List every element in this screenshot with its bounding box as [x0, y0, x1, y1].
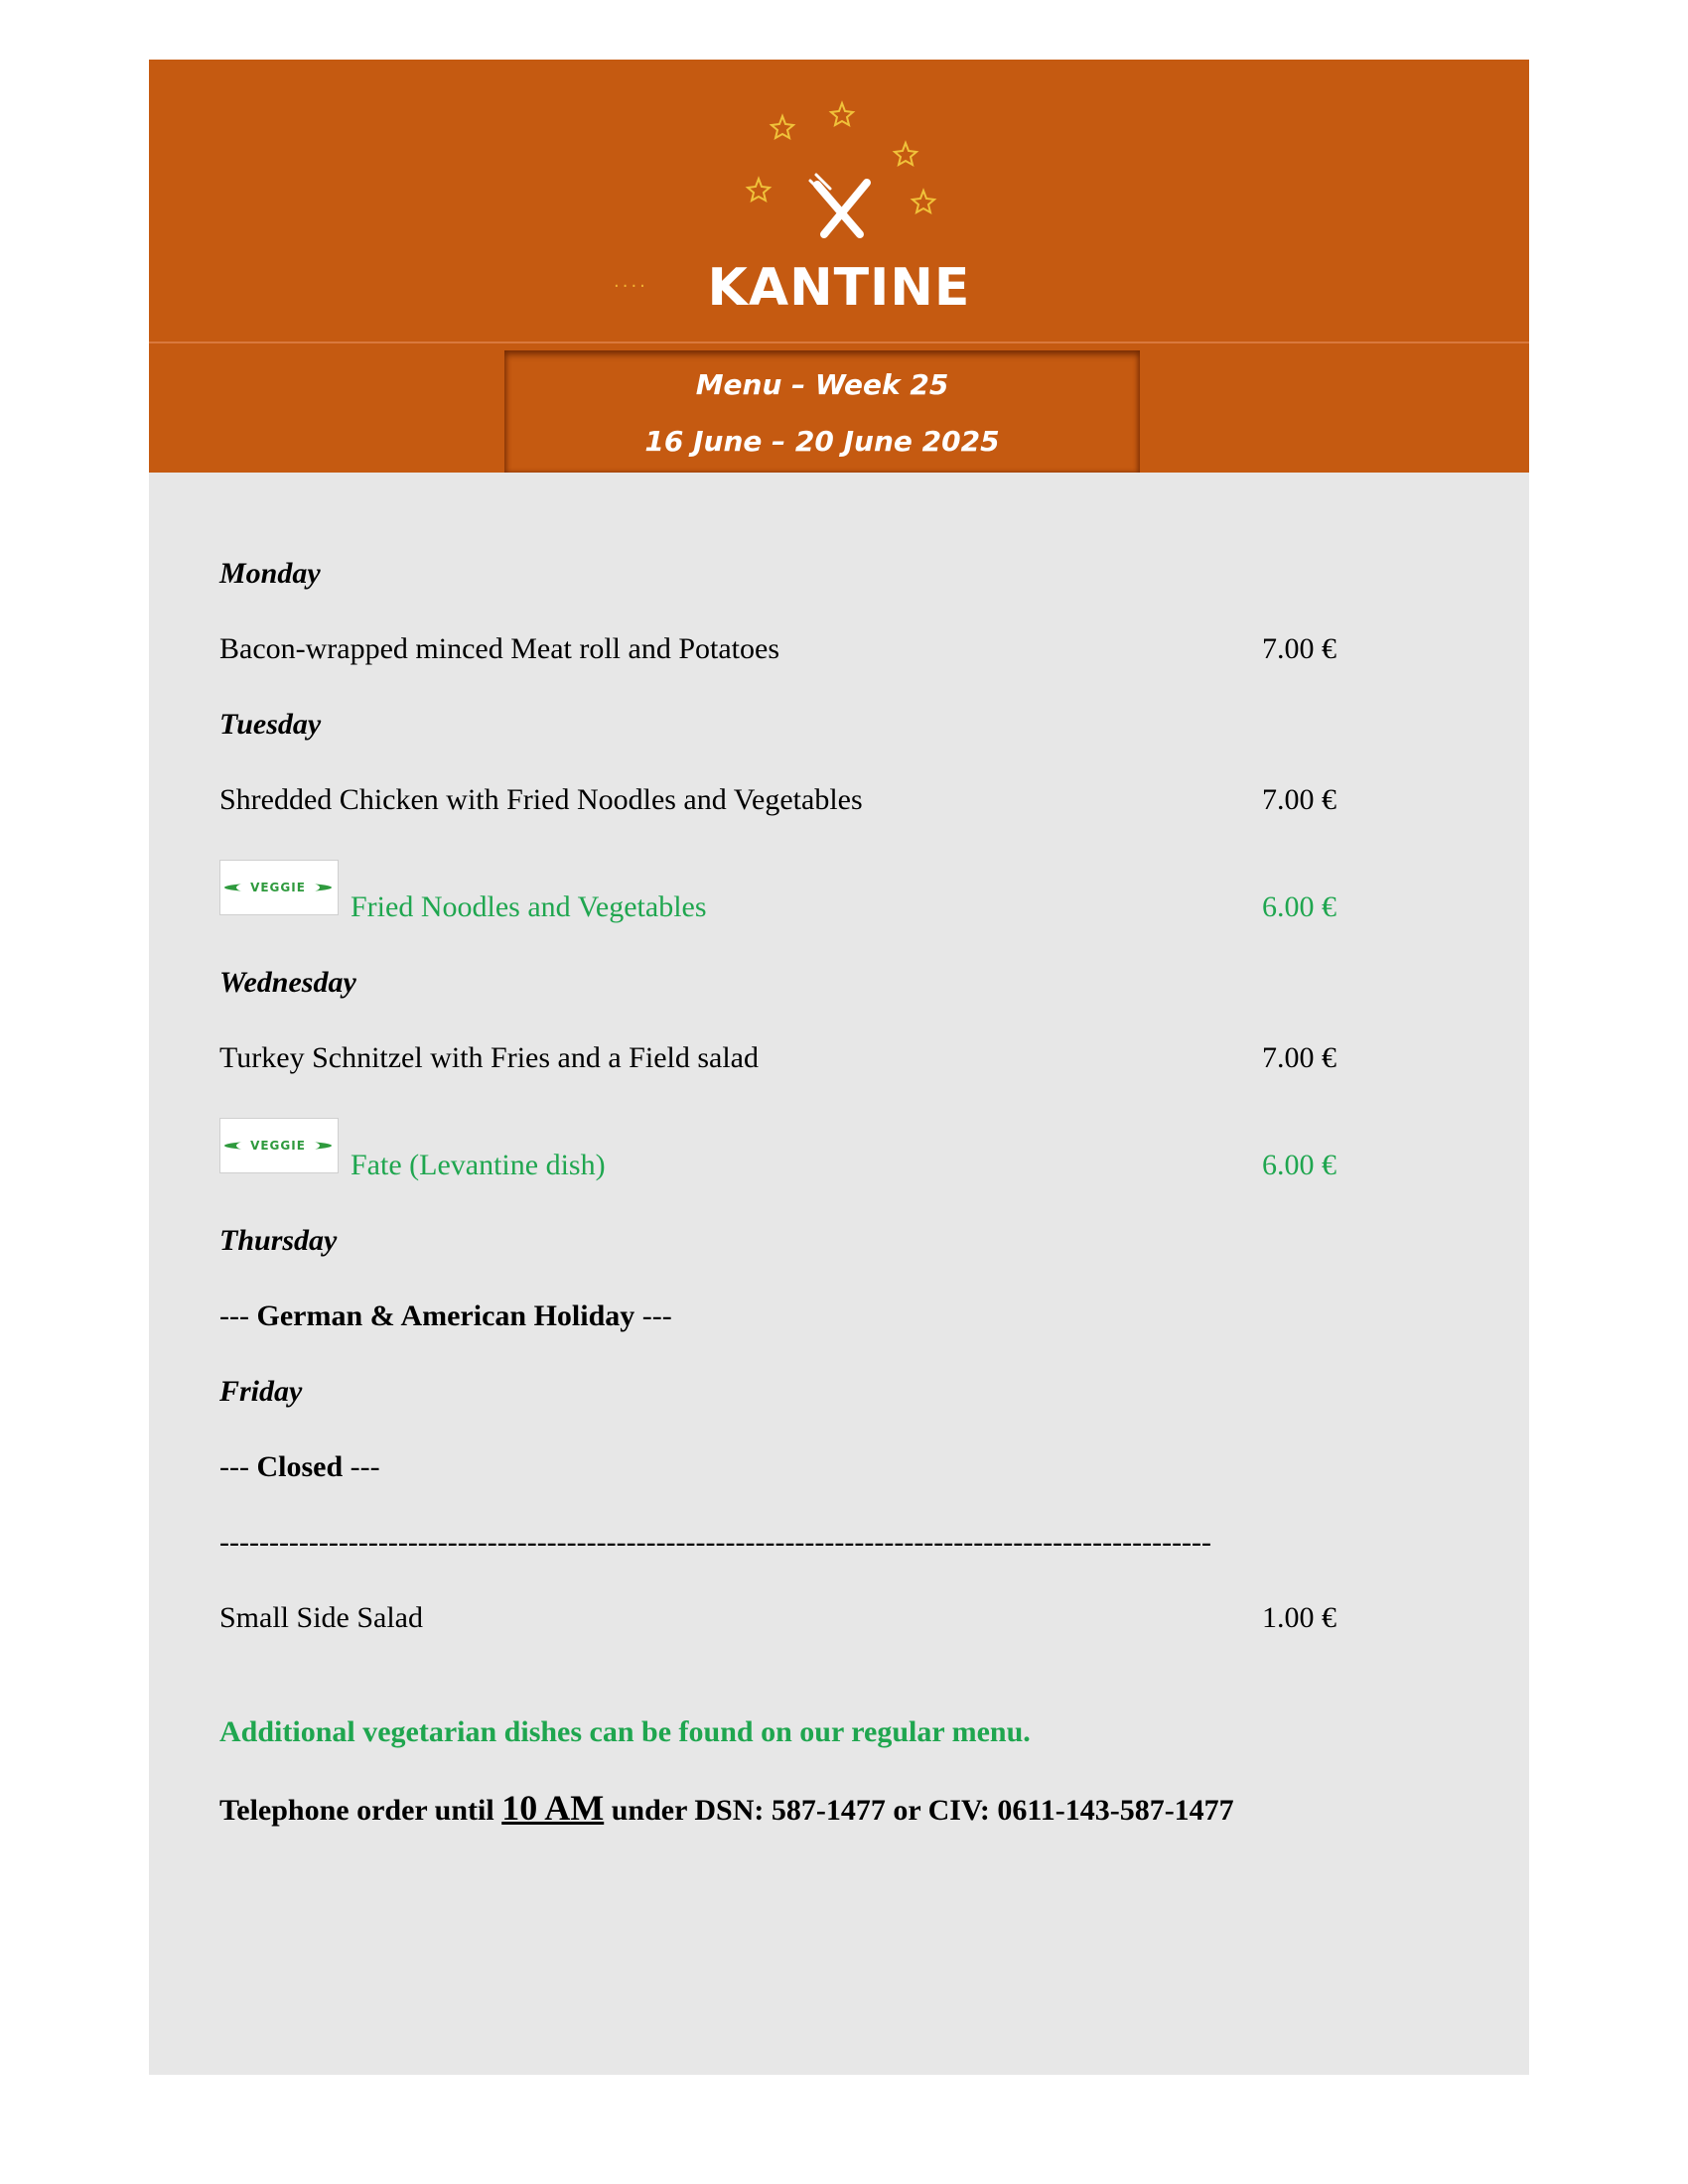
- menu-item: [219, 631, 1500, 667]
- menu-page: [149, 60, 1529, 2075]
- menu-item: [219, 1600, 1500, 1636]
- decorative-dots: ····: [614, 276, 648, 297]
- veggie-dish-name: Fried Noodles and Vegetables: [351, 890, 707, 923]
- dish-name: Turkey Schnitzel with Fries and a Field salad: [219, 1041, 759, 1074]
- note-dashes: ---: [219, 1299, 257, 1332]
- day-tuesday: Tuesday: [219, 708, 322, 741]
- brand-title: KANTINE: [707, 258, 971, 318]
- separator-line: ----------------------------------------------------------------------------------------------------: [219, 1526, 1212, 1559]
- header-divider: [149, 341, 1529, 343]
- day-thursday: Thursday: [219, 1224, 338, 1257]
- crossed-fork-knife-icon: [810, 175, 867, 234]
- closed-note: [219, 1449, 1500, 1485]
- veggie-dish-price: 6.00 €: [1262, 1149, 1336, 1181]
- note-text: Closed: [256, 1450, 344, 1483]
- menu-item: [219, 782, 1500, 818]
- note-text: German & American Holiday: [256, 1299, 635, 1332]
- veggie-dish-name: Fate (Levantine dish): [351, 1149, 606, 1181]
- order-prefix: Telephone order until: [219, 1794, 502, 1827]
- veggie-badge-label: VEGGIE: [250, 1139, 306, 1153]
- order-info: [219, 1790, 1500, 1829]
- dish-name: Shredded Chicken with Fried Noodles and Vegetables: [219, 783, 863, 816]
- dish-price: 7.00 €: [1262, 783, 1336, 816]
- day-friday: Friday: [219, 1375, 303, 1408]
- vegetarian-note: Additional vegetarian dishes can be found on our regular menu.: [219, 1715, 1031, 1748]
- day-wednesday: Wednesday: [219, 966, 356, 999]
- dish-name: Bacon-wrapped minced Meat roll and Potatoes: [219, 632, 779, 665]
- header-banner: [149, 60, 1529, 473]
- veggie-dish-price: 6.00 €: [1262, 890, 1336, 923]
- dish-price: 7.00 €: [1262, 632, 1336, 665]
- day-monday: Monday: [219, 557, 321, 590]
- star-icon: [748, 103, 934, 212]
- order-contact: under DSN: 587-1477 or CIV: 0611-143-587-1477: [604, 1794, 1234, 1827]
- dish-price: 1.00 €: [1262, 1601, 1336, 1634]
- note-dashes: ---: [634, 1299, 672, 1332]
- order-time: 10 AM: [501, 1788, 605, 1828]
- dish-name: Small Side Salad: [219, 1601, 423, 1634]
- menu-item: [219, 1040, 1500, 1076]
- week-box: [504, 350, 1140, 473]
- dish-price: 7.00 €: [1262, 1041, 1336, 1074]
- holiday-note: [219, 1298, 1500, 1334]
- week-dates: 16 June – 20 June 2025: [644, 425, 1000, 458]
- veggie-badge-label: VEGGIE: [250, 881, 306, 894]
- veggie-badge-icon: [219, 1118, 339, 1173]
- veggie-badge-icon: [219, 860, 339, 915]
- week-title: Menu – Week 25: [695, 368, 949, 401]
- note-dashes: ---: [219, 1450, 257, 1483]
- note-dashes: ---: [343, 1450, 380, 1483]
